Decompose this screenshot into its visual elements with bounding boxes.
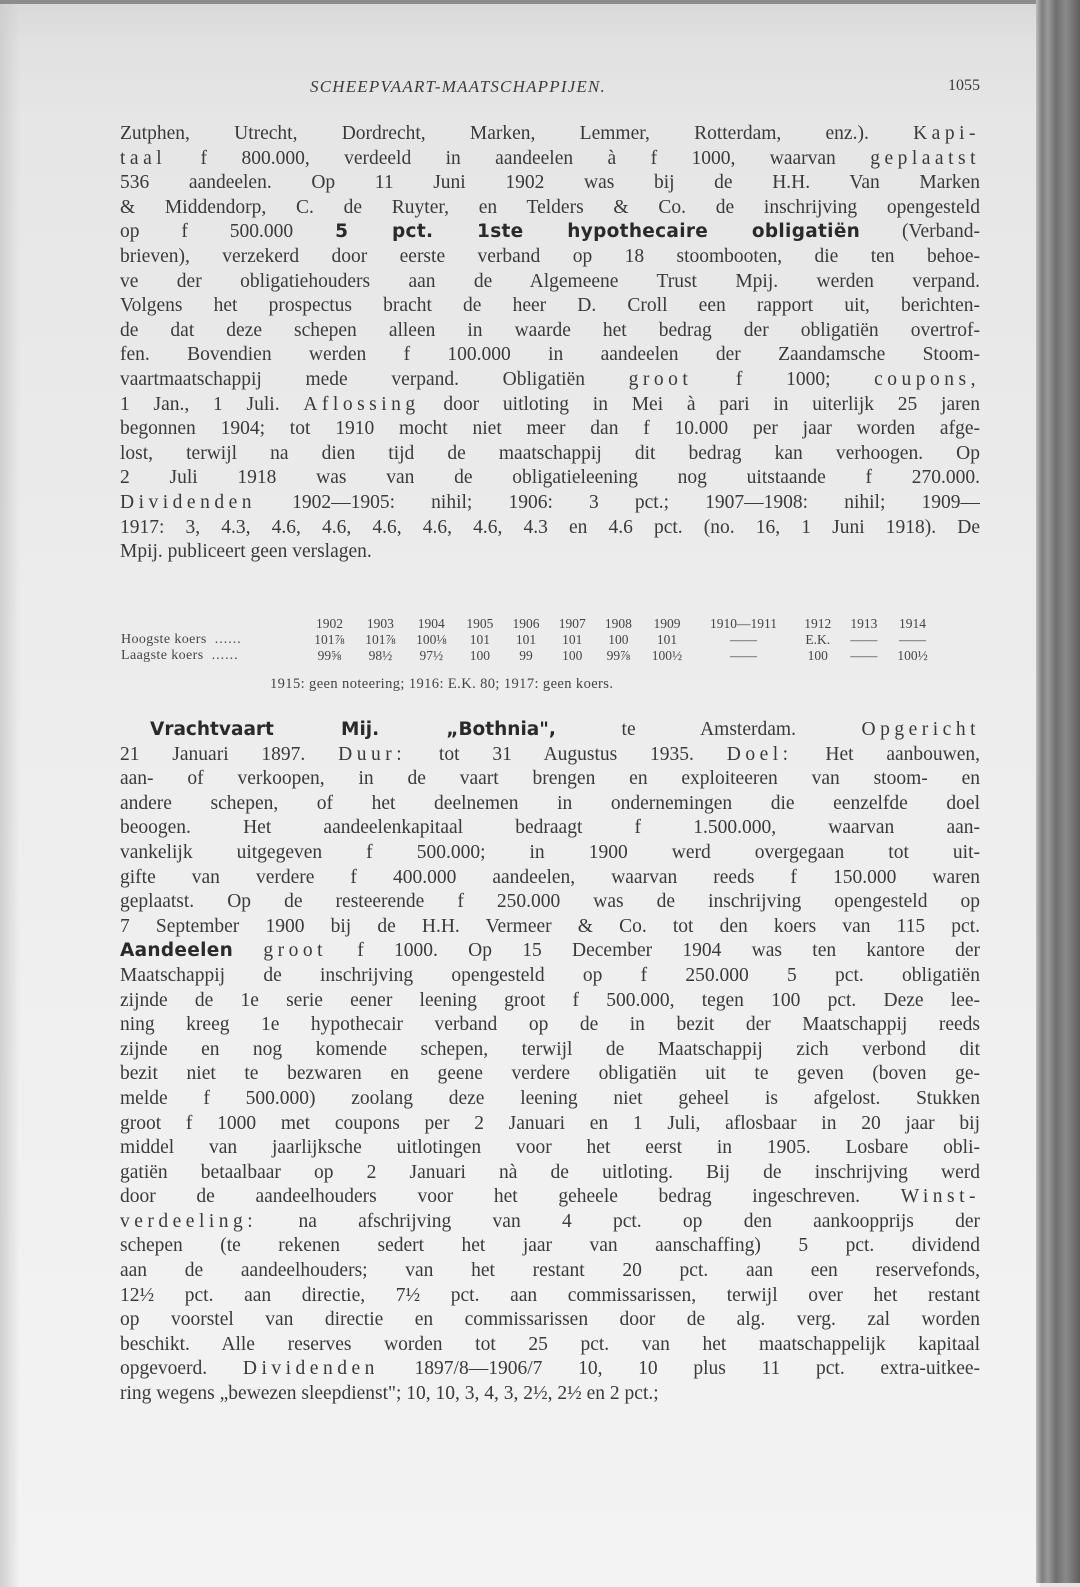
text-line xyxy=(120,294,980,319)
year-header: 1903 xyxy=(366,616,394,631)
text-line xyxy=(120,1038,980,1063)
table-cell: 101 xyxy=(469,632,490,647)
spaced-keyword: groot xyxy=(628,368,693,390)
page-number: 1055 xyxy=(948,77,980,94)
text-line xyxy=(120,1185,980,1210)
text-line xyxy=(120,1333,980,1358)
text-run: schepen (te rekenen sedert het jaar van aanschaffing) 5 pct. dividend xyxy=(120,1235,980,1257)
text-line xyxy=(120,1062,980,1087)
text-run: lost, terwijl na dien tijd de maatschappij dit bedrag kan verhoogen. Op xyxy=(120,442,980,464)
spaced-keyword: Duur: xyxy=(338,743,407,765)
spaced-keyword: Dividenden xyxy=(120,491,256,513)
text-line xyxy=(120,393,980,418)
text-line xyxy=(120,1112,980,1137)
spaced-keyword: groot xyxy=(263,940,328,962)
table-cell: 100 xyxy=(562,648,583,663)
text-line xyxy=(120,540,980,565)
page-edge-shadow xyxy=(0,4,20,1587)
text-run: op f 500.000 xyxy=(120,221,336,243)
text-run: 21 Januari 1897. xyxy=(120,743,339,765)
table-cell: 101⅞ xyxy=(365,632,396,647)
text-line xyxy=(120,466,980,491)
text-line xyxy=(120,245,980,270)
table-cell: 99 xyxy=(519,648,533,663)
table-row-high xyxy=(118,632,938,648)
table-cell: —— xyxy=(850,632,878,647)
table-cell: 100½ xyxy=(651,648,683,663)
text-run: door de aandeelhouders voor het geheele bedrag ingeschreven. xyxy=(120,1186,901,1208)
table-cell: 101⅞ xyxy=(314,632,345,647)
text-line xyxy=(120,964,980,989)
text-run: middel van jaarlijksche uitlotingen voor het eerst in 1905. Losbare obli- xyxy=(120,1137,980,1159)
spaced-keyword: Doel: xyxy=(726,743,793,765)
year-header: 1914 xyxy=(899,616,926,631)
text-run: vankelijk uitgegeven f 500.000; in 1900 werd overgegaan tot uit- xyxy=(120,841,980,863)
text-run: bezit niet te bezwaren en geene verdere obligatiën uit te geven (boven ge- xyxy=(120,1063,980,1085)
text-run: fen. Bovendien werden f 100.000 in aandeelen der Zaandamsche Stoom- xyxy=(120,344,980,366)
text-run: Volgens het prospectus bracht de heer D. Croll een rapport uit, berichten- xyxy=(120,295,980,317)
text-line xyxy=(120,718,980,743)
price-table xyxy=(118,616,938,664)
table-cell: 100½ xyxy=(897,648,928,663)
text-line xyxy=(120,1259,980,1284)
table-cell: 100 xyxy=(608,632,629,647)
text-run: geplaatst. Op de resteerende f 250.000 was de inschrijving opengesteld op xyxy=(120,891,980,913)
book-spine-edge xyxy=(1036,0,1080,1583)
text-run: Het aanbouwen, xyxy=(792,743,980,765)
table-cell: 100 xyxy=(807,648,828,663)
text-run: begonnen 1904; tot 1910 mocht niet meer dan f 10.000 per jaar worden afge- xyxy=(120,418,980,440)
text-line xyxy=(120,939,980,964)
text-line xyxy=(120,171,980,196)
text-run: aan de aandeelhouders; van het restant 20 pct. aan een reservefonds, xyxy=(120,1260,980,1282)
text-run: beschikt. Alle reserves worden tot 25 pct. van het maatschappelijk kapitaal xyxy=(120,1333,980,1355)
year-header: 1908 xyxy=(604,616,632,631)
text-run: brieven), verzekerd door eerste verband op 18 stoombooten, die ten behoe- xyxy=(120,245,980,267)
text-run: ring wegens „bewezen sleepdienst"; 10, 10, 3, 4, 3, 2½, 2½ en 2 pct.; xyxy=(120,1383,659,1405)
text-line xyxy=(120,516,980,541)
text-line xyxy=(120,1013,980,1038)
text-run: aan- of verkoopen, in de vaart brengen en exploiteeren van stoom- en xyxy=(120,768,980,790)
text-run: f 800.000, verdeeld in aandeelen à f 1000, waarvan xyxy=(166,147,871,169)
row-label xyxy=(118,648,304,664)
text-line xyxy=(120,792,980,817)
table-cell: 101 xyxy=(562,632,583,647)
text-run: te Amsterdam. xyxy=(555,719,862,740)
spaced-keyword: Opgericht xyxy=(861,719,980,740)
text-run: & Middendorp, C. de Ruyter, en Telders & Co. de inschrijving opengesteld xyxy=(120,196,980,218)
table-row-low xyxy=(118,648,938,664)
text-run: door uitloting in Mei à pari in uiterlijk 25 jaren xyxy=(419,393,980,415)
text-run: gifte van verdere f 400.000 aandeelen, waarvan reeds f 150.000 waren xyxy=(120,866,980,888)
table-cell: —— xyxy=(899,632,926,647)
year-header: 1912 xyxy=(804,616,832,631)
text-run: melde f 500.000) zoolang deze leening niet geheel is afgelost. Stukken xyxy=(120,1087,980,1109)
text-line xyxy=(120,1357,980,1382)
text-line xyxy=(120,743,980,768)
table-cell: 99⅝ xyxy=(317,648,342,663)
text-line xyxy=(120,122,980,147)
text-run: opgevoerd. xyxy=(120,1358,243,1380)
text-run: gatiën betaalbaar op 2 Januari nà de uitloting. Bij de inschrijving werd xyxy=(120,1161,980,1183)
text-line xyxy=(120,442,980,467)
text-line xyxy=(120,890,980,915)
text-run: 7 September 1900 bij de H.H. Vermeer & Co. tot den koers van 115 pct. xyxy=(120,915,980,937)
company-title: Vrachtvaart Mij. „Bothnia", xyxy=(150,719,556,740)
table-cell: 101 xyxy=(656,632,678,647)
text-line xyxy=(120,816,980,841)
text-line xyxy=(120,270,980,295)
text-run: Maatschappij de inschrijving opengesteld op f 250.000 5 pct. obligatiën xyxy=(120,964,980,986)
table-cell: 101 xyxy=(515,632,537,647)
text-run: op voorstel van directie en commissarissen door de alg. verg. zal worden xyxy=(120,1309,980,1331)
text-run: andere schepen, of het deelnemen in ondernemingen die eenzelfde doel xyxy=(120,792,980,814)
bold-heading: 5 pct. 1ste hypothecaire obligatiën xyxy=(335,221,861,243)
text-line xyxy=(120,491,980,516)
table-cell: E.K. xyxy=(805,632,831,647)
year-header: 1909 xyxy=(653,616,681,631)
spaced-keyword: verdeeling: xyxy=(120,1210,258,1232)
text-run: f 1000. Op 15 December 1904 was ten kantore der xyxy=(327,940,980,962)
text-run: 12½ pct. aan directie, 7½ pct. aan commissarissen, terwijl over het restant xyxy=(120,1284,980,1306)
text-run: vaartmaatschappij mede verpand. Obligatiën xyxy=(120,368,629,390)
year-header: 1904 xyxy=(417,616,445,631)
text-run: de dat deze schepen alleen in waarde het bedrag der obligatiën overtrof- xyxy=(120,319,980,341)
text-run: ve der obligatiehouders aan de Algemeene Trust Mpij. werden verpand. xyxy=(120,270,980,292)
text-line xyxy=(120,866,980,891)
text-line xyxy=(120,1161,980,1186)
text-run: Mpij. publiceert geen verslagen. xyxy=(120,541,372,563)
year-header: 1913 xyxy=(850,616,878,631)
table-cell: 98½ xyxy=(368,648,393,663)
text-line xyxy=(120,1234,980,1259)
text-run: zijnde en nog komende schepen, terwijl de Maatschappij zich verbond dit xyxy=(120,1038,980,1060)
bold-heading: Aandeelen xyxy=(120,940,234,962)
spaced-keyword: coupons, xyxy=(874,368,980,390)
row-label-text: Hoogste koers xyxy=(121,632,207,647)
spaced-keyword: Aflossing xyxy=(303,393,420,415)
row-label xyxy=(118,632,304,648)
text-run: f 1000; xyxy=(692,368,875,390)
year-header: 1905 xyxy=(466,616,494,631)
price-table-corner xyxy=(118,616,304,632)
text-run: ning kreeg 1e hypothecair verband op de in bezit der Maatschappij reeds xyxy=(120,1014,980,1036)
year-header: 1906 xyxy=(512,616,540,631)
text-line xyxy=(120,368,980,393)
text-line xyxy=(120,220,980,245)
price-table-header-row xyxy=(118,616,938,632)
text-run: beoogen. Het aandeelenkapitaal bedraagt f 1.500.000, waarvan aan- xyxy=(120,817,980,839)
text-line xyxy=(120,196,980,221)
year-header: 1910—1911 xyxy=(710,616,778,631)
text-line xyxy=(120,417,980,442)
text-run: 2 Juli 1918 was van de obligatieleening nog uitstaande f 270.000. xyxy=(120,467,980,489)
text-run: 1897/8—1906/7 10, 10 plus 11 pct. extra-uitkee- xyxy=(378,1358,980,1380)
text-run: na afschrijving van 4 pct. op den aankoopprijs der xyxy=(257,1210,980,1232)
text-line xyxy=(120,989,980,1014)
price-table-note: 1915: geen noteering; 1916: E.K. 80; 1917: geen koers. xyxy=(270,676,614,692)
spaced-keyword: geplaatst xyxy=(870,147,980,169)
text-run: 1902—1905: nihil; 1906: 3 pct.; 1907—1908: nihil; 1909— xyxy=(255,491,980,513)
table-cell: —— xyxy=(730,632,758,647)
table-cell: —— xyxy=(730,648,758,663)
table-cell: 97½ xyxy=(419,648,444,663)
year-header: 1907 xyxy=(558,616,586,631)
spaced-keyword: Kapi- xyxy=(913,123,980,144)
table-cell: —— xyxy=(850,648,878,663)
text-line xyxy=(120,1382,980,1407)
text-run xyxy=(233,940,263,961)
text-line xyxy=(120,767,980,792)
spaced-keyword: Winst- xyxy=(900,1186,980,1208)
entry-vrachtvaart-bothnia xyxy=(120,718,980,1407)
text-line xyxy=(120,1087,980,1112)
table-cell: 100 xyxy=(469,648,490,663)
text-line xyxy=(120,319,980,344)
text-run: 1 Jan., 1 Juli. xyxy=(120,393,304,415)
text-run: groot f 1000 met coupons per 2 Januari en 1 Juli, aflosbaar in 20 jaar bij xyxy=(120,1112,980,1134)
spaced-keyword: Dividenden xyxy=(242,1358,379,1380)
running-title: SCHEEPVAART-MAATSCHAPPIJEN. xyxy=(310,77,606,96)
text-line xyxy=(120,343,980,368)
text-line xyxy=(120,915,980,940)
table-cell: 99⅞ xyxy=(606,648,631,663)
text-run: Zutphen, Utrecht, Dordrecht, Marken, Lemmer, Rotterdam, enz.). xyxy=(120,123,914,144)
leader-dots: ...... xyxy=(211,648,239,663)
row-label-text: Laagste koers xyxy=(121,648,204,663)
table-cell: 100⅛ xyxy=(416,632,447,647)
year-header: 1902 xyxy=(315,616,343,631)
paragraph-obligations-continued xyxy=(120,122,980,565)
text-line xyxy=(120,1308,980,1333)
text-line xyxy=(120,147,980,172)
leader-dots: ...... xyxy=(214,632,242,647)
text-line xyxy=(120,1136,980,1161)
spaced-keyword: taal xyxy=(120,147,167,169)
text-line xyxy=(120,1210,980,1235)
text-run: (Verband- xyxy=(860,221,980,243)
text-line xyxy=(120,841,980,866)
text-run: 1917: 3, 4.3, 4.6, 4.6, 4.6, 4.6, 4.6, 4.3 en 4.6 pct. (no. 16, 1 Juni 1918). De xyxy=(120,516,980,538)
text-run: 536 aandeelen. Op 11 Juni 1902 was bij de H.H. Van Marken xyxy=(120,172,980,194)
running-head xyxy=(120,77,980,101)
text-line xyxy=(120,1284,980,1309)
text-run: zijnde de 1e serie eener leening groot f 500.000, tegen 100 pct. Deze lee- xyxy=(120,989,980,1011)
text-run: tot 31 Augustus 1935. xyxy=(406,743,727,765)
